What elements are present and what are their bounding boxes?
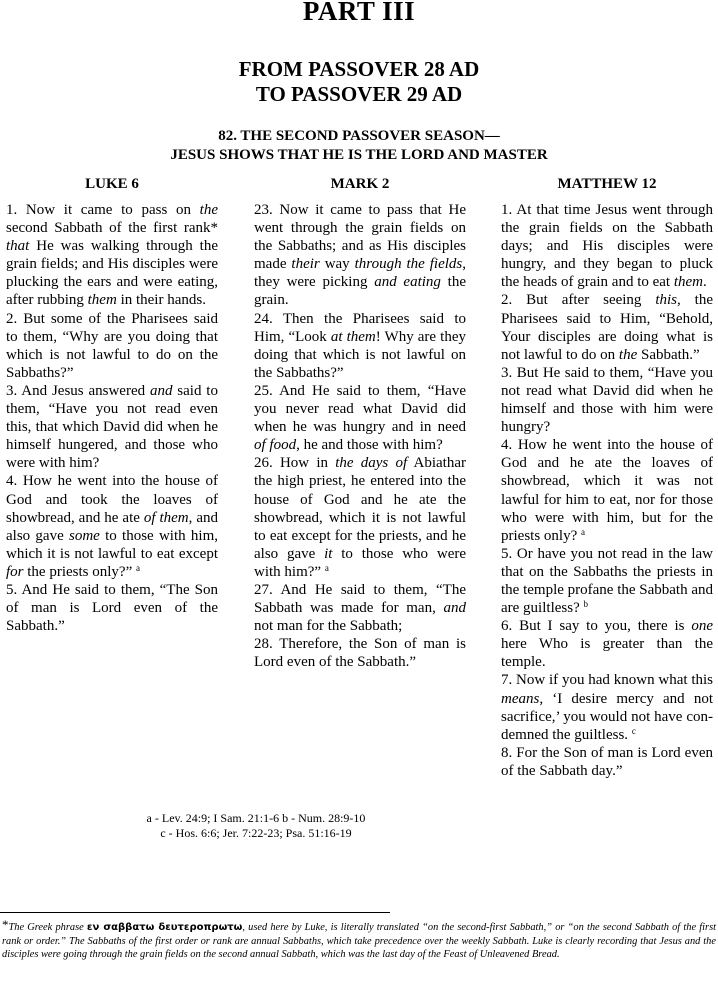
verse-text: 5. And He said to them, “The Son of man is Lord even of the Sabbath.”	[6, 581, 218, 635]
ref-a-text: Lev. 24:9; I Sam. 21:1-6	[161, 811, 283, 825]
mark-column-text	[254, 201, 466, 671]
italic-text: some	[69, 527, 100, 544]
reference-marker: b	[583, 599, 588, 610]
mark-column-heading: MARK 2	[330, 176, 390, 192]
italic-text: them	[673, 274, 704, 291]
period-title	[0, 57, 718, 107]
italic-text: the	[618, 346, 638, 363]
part-title: PART III	[302, 0, 416, 26]
italic-text: it	[324, 545, 333, 562]
verse-text: 7. Now if you had known what this	[501, 672, 713, 689]
verse-text: 4. How he went into the house of God and he ate the loaves of showbread, which it was not lawful for him to eat, nor for those who were with him, but for the priests only?	[501, 437, 713, 544]
italic-text: and	[149, 382, 173, 399]
reference-marker: a	[136, 562, 140, 573]
verse-text: 23. Now it came to pass that He went through the grain fields on the Sabbaths; and as His disciples made	[254, 202, 466, 273]
italic-text: of them	[143, 509, 189, 526]
verse	[254, 635, 466, 671]
verse	[501, 545, 713, 617]
verse	[501, 617, 713, 671]
italic-text: for	[6, 563, 24, 580]
footnote-divider	[0, 912, 390, 913]
verse-text: 6. But I say to you, there is	[501, 618, 692, 635]
matthew-column-text	[501, 201, 713, 780]
verse-text: 2. But some of the Pharisees said to them, “Why are you doing that which is not lawful to do on the Sabbaths?”	[6, 310, 218, 381]
verse	[254, 310, 466, 382]
verse	[6, 310, 218, 382]
italic-text: through the fields	[354, 256, 463, 273]
verse-text: 25. And He said to them, “Have you never read what David did when he was hungry and in need	[254, 382, 466, 436]
verse-text: Abiathar the high priest, he entered into the house of God and he ate the showbread, which it is not lawful to eat except for the priests, and he also gave	[254, 455, 466, 562]
verse-text: 5. Or have you not read in the law that on the Sabbaths the priests in the temple profane the Sabbath and are guiltless?	[501, 545, 714, 617]
verse-text: 8. For the Son of man is Lord even of the Sabbath day.”	[501, 744, 713, 779]
verse	[254, 382, 466, 454]
verse	[254, 581, 466, 635]
ref-c-text: Hos. 6:6; Jer. 7:22-23; Psa. 51:16-19	[175, 826, 352, 840]
footnote-body: , used here by Luke, is literally translated “on the second-first Sabbath,” or “on the second Sabbath of the first rank or order.” The Sabbaths of the first order or rank are annual Sabbaths, which take precedence over the weekly Sabbath. Luke is clearly recording that Jesus and the disciples were going through the grain fields on the second annual Sabbath, which was the last day of the Feast of Unleavened Bread.	[2, 922, 717, 960]
reference-marker: c	[631, 725, 636, 736]
verse	[6, 472, 218, 581]
verse-text: 24. Then the Pharisees said to Him, “Look	[254, 310, 466, 345]
verse-text: second Sabbath of the first rank*	[6, 220, 218, 237]
verse-text: ! Why are they doing that which is not lawful on the Sabbaths?”	[254, 328, 466, 381]
luke-column-heading: LUKE 6	[85, 176, 139, 192]
verse	[254, 201, 466, 310]
italic-text: this	[655, 292, 678, 309]
verse-text: 2. But after seeing	[501, 292, 656, 309]
verse-text: He was walking through the grain fields; and His disciples were plucking the ears and were eating, after rubbing	[6, 238, 218, 309]
section-line-1: 82. THE SECOND PASSOVER SEASON—	[218, 128, 500, 144]
footnote-greek-phrase: εν σαββατω δευτεροπρωτω	[86, 922, 243, 933]
ref-c-label: c -	[160, 826, 176, 840]
italic-text: their	[291, 256, 320, 273]
verse-text: , the Pharisees said to Him, “Behold, Your disciples are doing what is not lawful to do on	[501, 292, 714, 363]
verse-text: to those with him, which it is not lawful to eat except	[6, 527, 218, 562]
cross-reference-line-2	[6, 826, 506, 841]
italic-text: and	[443, 600, 466, 617]
verse-text: , and also gave	[6, 509, 218, 544]
verse-text: , he and those with him?	[296, 437, 443, 454]
italic-text: and eating	[374, 274, 441, 291]
verse	[501, 671, 713, 743]
verse-text: way	[319, 256, 355, 273]
verse-text: 26. How in	[254, 455, 336, 472]
verse-text: the grain.	[254, 274, 466, 309]
verse-text: , they were picking	[254, 256, 467, 291]
footnote-marker: *	[2, 917, 9, 932]
verse-text: 4. How he went into the house of God and took the loaves of showbread, and he ate	[6, 473, 218, 526]
ref-b-label: b -	[282, 811, 299, 825]
verse-text: 3. And Jesus answered	[6, 382, 150, 399]
ref-a-label: a -	[146, 811, 162, 825]
period-line-2: TO PASSOVER 29 AD	[255, 82, 463, 106]
verse-text: said to them, “Have you not read even this, that which David did when he himself hungered, and those who were with him?	[6, 382, 218, 472]
verse-text: 28. Therefore, the Son of man is Lord even of the Sabbath.”	[254, 636, 466, 671]
verse	[254, 454, 466, 581]
luke-column-text	[6, 201, 218, 635]
verse	[6, 201, 218, 310]
period-line-1: FROM PASSOVER 28 AD	[238, 57, 480, 81]
italic-text: at them	[330, 328, 376, 345]
italic-text: means	[501, 690, 540, 707]
italic-text: them	[87, 292, 117, 309]
verse	[6, 581, 218, 635]
italic-text: the	[199, 202, 218, 218]
ref-b-text: Num. 28:9-10	[298, 811, 366, 825]
italic-text: that	[6, 238, 30, 255]
verse	[501, 436, 713, 545]
verse-text: , ‘I desire mercy and not sacrifice,’ you would not have condemned the guiltless.	[501, 690, 713, 743]
section-title	[0, 127, 718, 165]
italic-text: one	[691, 618, 713, 635]
cross-reference-line-1	[6, 811, 506, 826]
reference-marker: a	[581, 526, 585, 537]
matthew-column-heading: MATTHEW 12	[557, 176, 657, 192]
verse-text: here Who is greater than the temple.	[501, 636, 713, 671]
verse-text: 1. At that time Jesus went through the grain fields on the Sabbath days; and His disciples were hungry, and they began to pluck the heads of grain and to eat	[501, 202, 713, 291]
verse-text: Sabbath.”	[637, 346, 700, 363]
verse-text: the priests only?”	[23, 563, 136, 580]
verse	[501, 744, 713, 780]
verse-text: .	[703, 274, 707, 291]
verse-text: 1. Now it came to pass on	[6, 202, 200, 218]
italic-text: the days of	[335, 455, 408, 472]
section-line-2: JESUS SHOWS THAT HE IS THE LORD AND MASTER	[170, 147, 548, 163]
verse	[501, 291, 713, 363]
verse-text: 3. But He said to them, “Have you not read what David did when he himself and those with him were hungry?	[501, 364, 713, 436]
verse	[6, 382, 218, 472]
footnote	[2, 918, 716, 962]
reference-marker: a	[324, 562, 329, 573]
verse	[501, 201, 713, 291]
verse-text: in their hands.	[116, 292, 206, 309]
italic-text: of food	[254, 437, 297, 454]
footnote-lead: The Greek phrase	[8, 922, 87, 933]
verse	[501, 364, 713, 436]
verse-text: 27. And He said to them, “The Sabbath was made for man,	[254, 581, 466, 617]
verse-text: to those who were with him?”	[254, 545, 466, 580]
verse-text: not man for the Sabbath;	[254, 618, 403, 635]
